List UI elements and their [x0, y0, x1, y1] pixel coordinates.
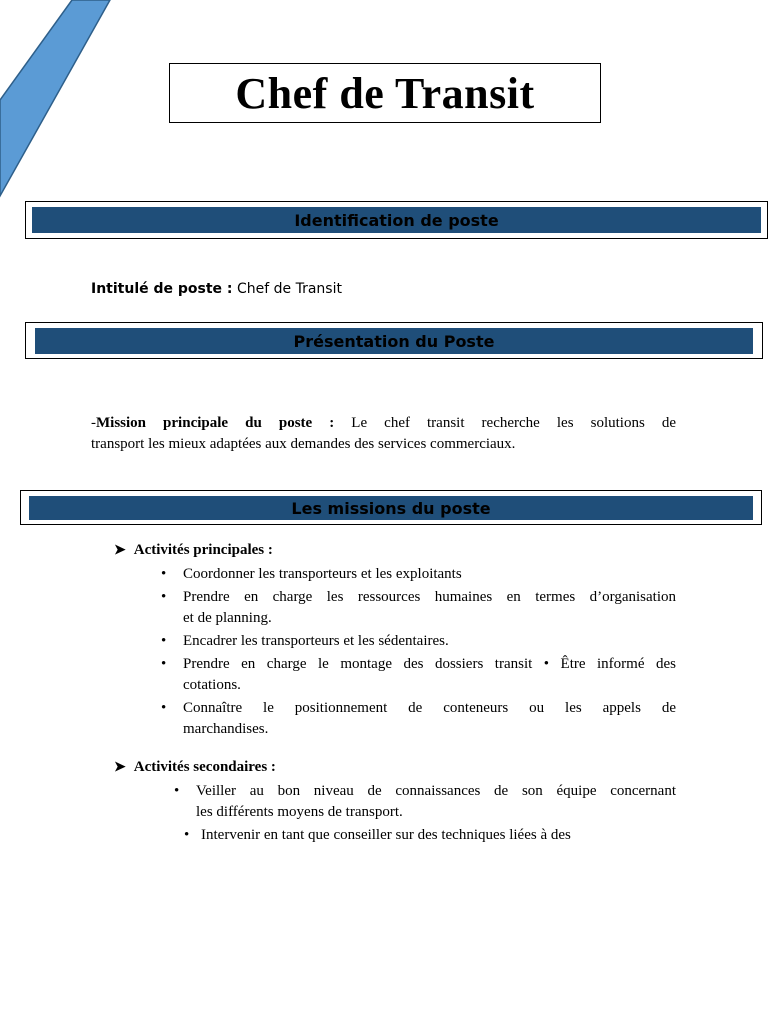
mission-prefix: -	[91, 415, 96, 431]
bullet-icon: •	[161, 633, 167, 649]
section-heading-missions: Les missions du poste	[29, 496, 753, 520]
mission-label: Mission principale du poste :	[96, 415, 335, 431]
list-item-text: Prendre en charge les ressources humaines en termes d’organisation	[183, 589, 676, 605]
mission-line-1	[91, 413, 676, 434]
secondaires-heading	[114, 759, 276, 776]
bullet-icon: •	[184, 827, 190, 843]
list-item-text: les différents moyens de transport.	[196, 804, 403, 820]
section-missions	[20, 490, 762, 525]
list-item-text: cotations.	[183, 677, 241, 693]
decorative-ribbon	[0, 0, 120, 200]
mission-text-1: Le chef transit recherche les solutions de	[334, 415, 676, 431]
list-item-text: et de planning.	[183, 610, 272, 626]
bullet-icon: •	[161, 589, 167, 605]
section-heading-identification: Identification de poste	[32, 207, 761, 233]
secondaires-list	[174, 781, 676, 848]
page-title: Chef de Transit	[235, 68, 535, 118]
section-heading-presentation: Présentation du Poste	[35, 328, 753, 354]
list-item-text: Prendre en charge le montage des dossiers transit • Être informé des	[183, 656, 676, 672]
list-item-text: Encadrer les transporteurs et les sédentaires.	[183, 633, 449, 649]
mission-text-2: transport les mieux adaptées aux demandes des services commerciaux.	[91, 436, 516, 452]
mission-line-2	[91, 434, 515, 455]
intitule-value: Chef de Transit	[232, 281, 342, 297]
section-presentation	[25, 322, 763, 359]
principales-title: Activités principales :	[133, 542, 273, 558]
list-item-text: Intervenir en tant que conseiller sur des techniques liées à des	[201, 827, 571, 843]
bullet-icon: •	[161, 700, 167, 716]
section-identification	[25, 201, 768, 239]
secondaires-title: Activités secondaires :	[133, 759, 276, 775]
bullet-icon: •	[174, 783, 180, 799]
list-item-text: Coordonner les transporteurs et les exploitants	[183, 566, 462, 582]
list-item	[161, 631, 676, 652]
list-item	[161, 587, 676, 629]
title-box	[169, 63, 601, 123]
intitule-line	[91, 279, 342, 300]
list-item-text: Connaître le positionnement de conteneurs ou les appels de	[183, 700, 676, 716]
bullet-icon: •	[161, 566, 167, 582]
list-item	[184, 825, 681, 846]
principales-heading	[114, 542, 273, 559]
arrow-icon: ➤	[114, 543, 126, 558]
intitule-label: Intitulé de poste :	[91, 281, 233, 297]
principales-list	[161, 564, 676, 742]
list-item	[161, 698, 676, 740]
list-item	[174, 781, 676, 823]
arrow-icon: ➤	[114, 760, 126, 775]
list-item-text: Veiller au bon niveau de connaissances de son équipe concernant	[196, 783, 676, 799]
list-item	[161, 654, 676, 696]
list-item	[161, 564, 676, 585]
list-item-text: marchandises.	[183, 721, 269, 737]
bullet-icon: •	[161, 656, 167, 672]
